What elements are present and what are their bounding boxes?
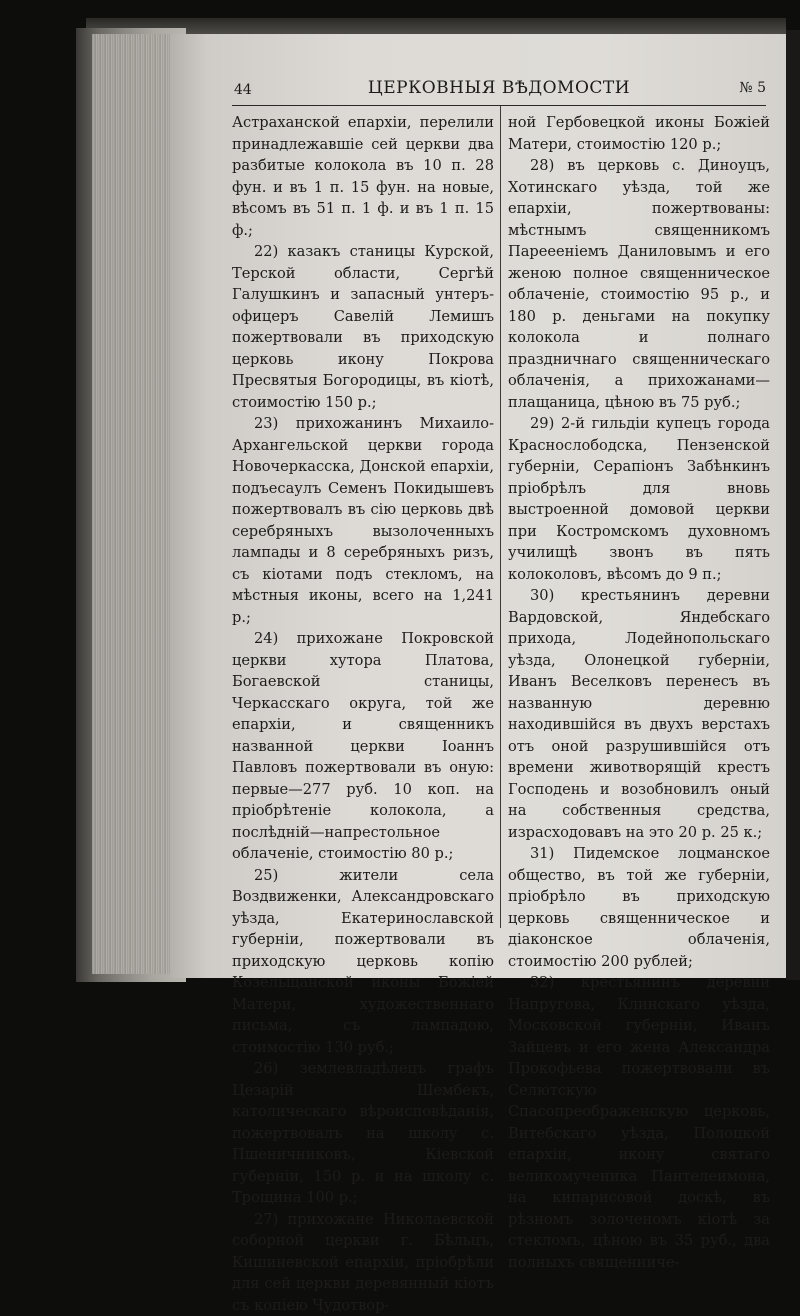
column-divider	[500, 106, 501, 928]
paragraph: 22) казакъ станицы Курской, Терской области, Сергѣй Галушкинъ и запасный унтеръ-офицеръ Савелій Лемишъ пожертвовали въ приходскую церковь икону Покрова Пресвятыя Богородицы, въ кіотѣ, стоимостію 150 р.;	[232, 241, 494, 413]
paragraph: ной Гербовецкой иконы Божіей Матери, стоимостію 120 р.;	[508, 112, 770, 155]
paragraph: 26) землевладѣлецъ графъ Цезарій Шембекъ, католическаго вѣроисповѣданія, пожертвовалъ на школу с. Пшеничниковъ, Кіевской губерніи, 150 р. и на школу с. Трощина 100 р.;	[232, 1058, 494, 1209]
right-column	[508, 112, 770, 1273]
paragraph: Астраханской епархіи, перелили принадлежавшіе сей церкви два разбитые колокола въ 10 п. 28 фун. и въ 1 п. 15 фун. на новые, вѣсомъ въ 51 п. 1 ф. и въ 1 п. 15 ф.;	[232, 112, 494, 241]
page-header	[232, 78, 766, 102]
paragraph: 25) жители села Воздвиженки, Александровскаго уѣзда, Екатеринославской губерніи, пожертвовали въ приходскую церковь копію Козельщанской иконы Божіей Матери, художественнаго письма, съ лампадою, стоимостію 130 руб.;	[232, 865, 494, 1059]
paragraph: 31) Пидемское лоцманское общество, въ той же губерніи, пріобрѣло въ приходскую церковь священническое и діаконское облаченія, стоимостію 200 рублей;	[508, 843, 770, 972]
journal-title: ЦЕРКОВНЫЯ ВѢДОМОСТИ	[232, 78, 766, 98]
paragraph: 28) въ церковь с. Диноуцъ, Хотинскаго уѣзда, той же епархіи, пожертвованы: мѣстнымъ священникомъ Пареееніемъ Даниловымъ и его женою полное священническое облаченіе, стоимостію 95 р., и 180 р. деньгами на покупку колокола и полнаго праздничнаго священническаго облаченія, а прихожанами—плащаница, цѣною въ 75 руб.;	[508, 155, 770, 413]
paragraph: 23) прихожанинъ Михаило-Архангельской церкви города Новочеркасска, Донской епархіи, подъесаулъ Семенъ Покидышевъ пожертвовалъ въ сію церковь двѣ серебряныхъ вызолоченныхъ лампады и 8 серебряныхъ ризъ, съ кіотами подъ стекломъ, на мѣстныя иконы, всего на 1,241 р.;	[232, 413, 494, 628]
page-number: 44	[234, 82, 252, 98]
left-column	[232, 112, 494, 1316]
paragraph: 24) прихожане Покровской церкви хутора Платова, Богаевской станицы, Черкасскаго округа, той же епархіи, и священникъ названной церкви Іоаннъ Павловъ пожертвовали въ оную: первые—277 руб. 10 коп. на пріобрѣтеніе колокола, а послѣдній—напрестольное облаченіе, стоимостію 80 р.;	[232, 628, 494, 865]
paragraph: 32) крестьянинъ деревни Напругова, Клинскаго уѣзда, Московской губерніи, Иванъ Зайцевъ и его жена Александра Прокофьева пожертвовали въ Селютскую Спасопреображенскую церковь, Витебскаго уѣзда, Полоцкой епархіи, икону святаго великомученика Пантелеимона, на кипарисовой доскѣ, въ рѣзномъ золоченомъ кіотѣ за стекломъ, цѣною въ 35 руб., два полныхъ священниче-	[508, 972, 770, 1273]
paragraph: 27) прихожане Николаевской соборной церкви г. Бѣльцъ, Кишиневской епархіи, пріобрѣли для сей церкви деревянный кіотъ съ копіею Чудотвор-	[232, 1209, 494, 1316]
issue-number: № 5	[739, 80, 766, 96]
paragraph: 30) крестьянинъ деревни Вардовской, Яндебскаго прихода, Лодейнопольскаго уѣзда, Олонецкой губерніи, Иванъ Веселковъ перенесъ въ названную деревню находившійся въ двухъ верстахъ отъ оной разрушившійся отъ времени животворящій крестъ Господень и возобновилъ оный на собственныя средства, израсходовавъ на это 20 р. 25 к.;	[508, 585, 770, 843]
paragraph: 29) 2-й гильдіи купецъ города Краснослободска, Пензенской губерніи, Серапіонъ Забѣнкинъ пріобрѣлъ для вновь выстроенной домовой церкви при Костромскомъ духовномъ училищѣ звонъ въ пять колоколовъ, вѣсомъ до 9 п.;	[508, 413, 770, 585]
header-rule	[232, 105, 766, 106]
right-shadow	[786, 30, 800, 980]
